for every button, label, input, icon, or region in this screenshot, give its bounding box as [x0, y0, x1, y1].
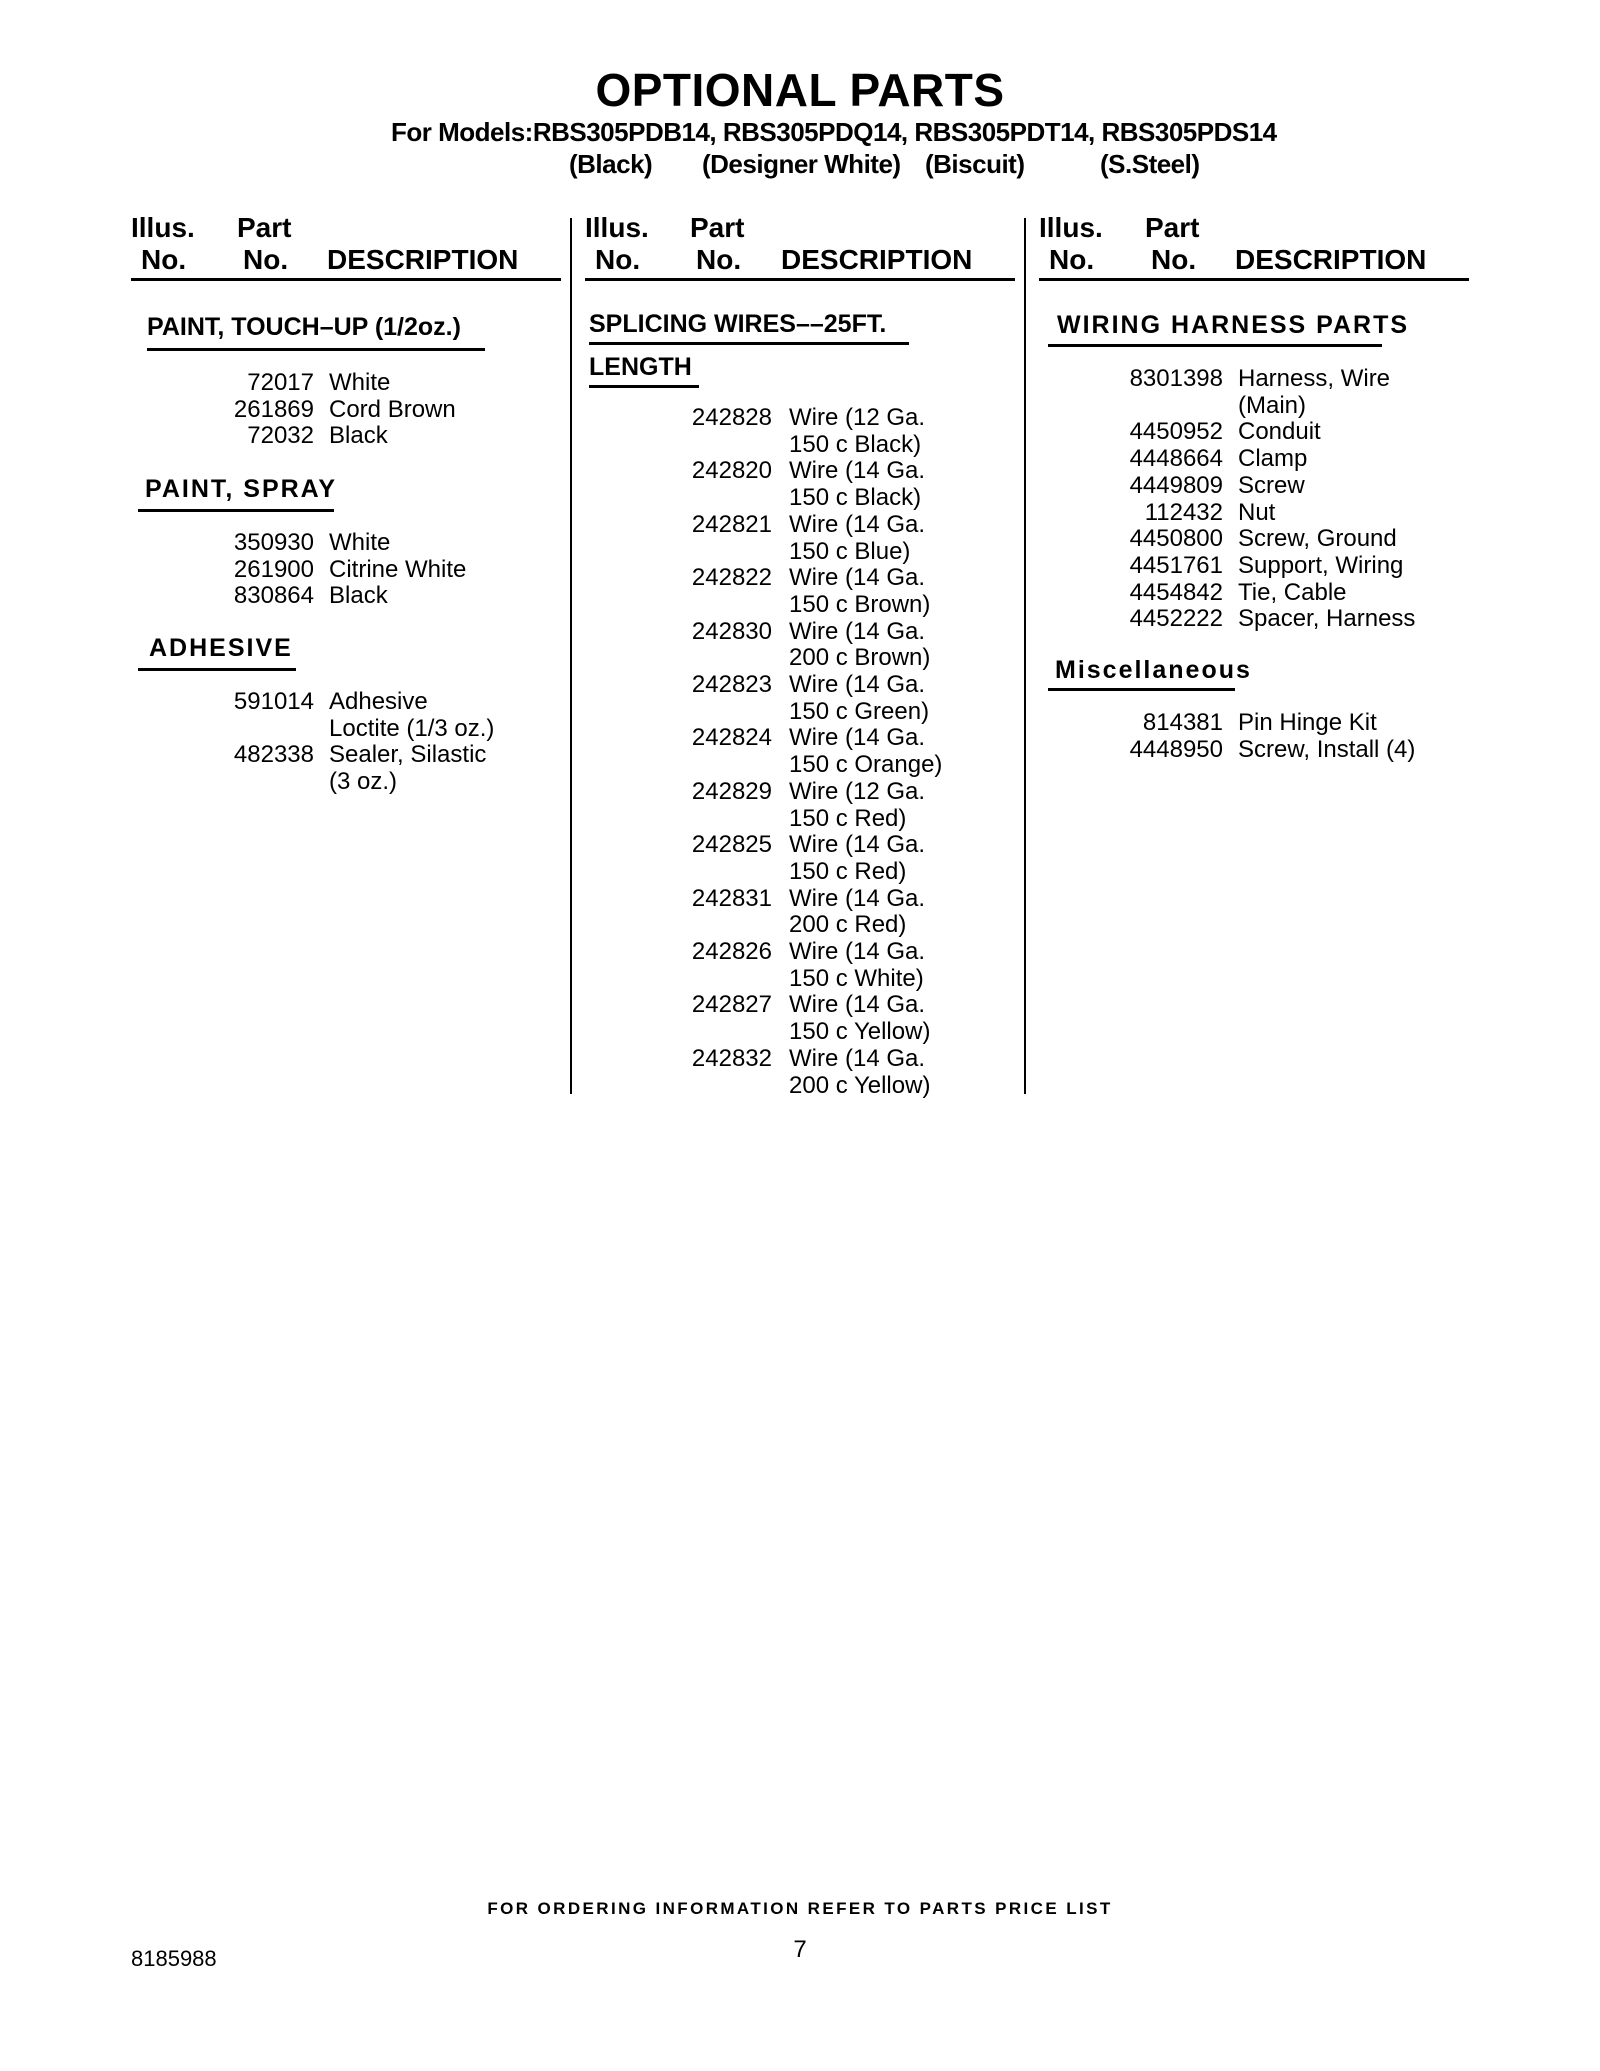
illus-label: Illus. — [1039, 212, 1103, 243]
part-number: 242825 — [691, 831, 772, 859]
section-rule — [589, 342, 909, 345]
section-rule — [1048, 688, 1235, 691]
part-description: Wire (14 Ga. — [789, 457, 926, 485]
list-item — [0, 886, 942, 913]
list-item — [0, 992, 942, 1019]
part-no-label: No. — [243, 244, 289, 275]
part-description: Black — [329, 582, 388, 610]
part-number: 72032 — [247, 422, 314, 450]
part-description: Screw, Ground — [1238, 525, 1397, 553]
part-number: 4450952 — [1129, 418, 1223, 446]
part-description: Support, Wiring — [1238, 551, 1404, 579]
part-description: Tie, Cable — [1238, 578, 1347, 606]
illus-no-label: No. — [595, 244, 641, 275]
part-description: Wire (14 Ga. — [789, 938, 926, 966]
part-label: Part — [690, 212, 745, 243]
part-number: 830864 — [233, 582, 314, 610]
section-title-paint-spray: PAINT, SPRAY — [145, 475, 338, 503]
part-description: (3 oz.) — [329, 768, 398, 796]
illus-no-label: No. — [141, 244, 187, 275]
part-number: 591014 — [233, 688, 314, 715]
list-item — [0, 672, 942, 699]
section-title-splicing-wires-line2: LENGTH — [589, 353, 692, 381]
part-description: Loctite (1/3 oz.) — [329, 714, 495, 742]
color-biscuit: (Biscuit) — [925, 149, 1025, 179]
header-rule — [131, 278, 561, 281]
part-description: Wire (14 Ga. — [789, 831, 926, 859]
part-description: 150 c Yellow) — [789, 1018, 931, 1046]
model-list: For Models:RBS305PDB14, RBS305PDQ14, RBS305PDT14, RBS305PDS14 — [391, 117, 1277, 147]
list-item — [0, 526, 1415, 553]
part-number: 242826 — [691, 938, 772, 966]
section-title-wiring-harness: WIRING HARNESS PARTS — [1057, 311, 1410, 339]
part-number: 242827 — [691, 991, 772, 1019]
part-number: 242822 — [691, 564, 772, 592]
list-item — [0, 500, 1415, 527]
list-item — [0, 779, 942, 806]
part-label: Part — [1145, 212, 1200, 243]
part-description: Spacer, Harness — [1238, 605, 1416, 633]
header-rule — [1039, 278, 1469, 281]
part-number: 72017 — [247, 369, 314, 396]
part-description: (Main) — [1238, 391, 1307, 419]
part-description: White — [329, 529, 391, 556]
part-description: Sealer, Silastic — [329, 741, 487, 769]
part-description: Nut — [1238, 498, 1276, 526]
part-description: 150 c Brown) — [789, 590, 931, 618]
part-description: Wire (14 Ga. — [789, 724, 926, 752]
part-number: 4448950 — [1129, 735, 1223, 763]
part-description: 150 c Black) — [789, 430, 922, 458]
section-rule — [147, 348, 485, 351]
list-item-continued — [0, 806, 942, 833]
part-description: Screw — [1238, 471, 1305, 499]
list-item-continued — [0, 912, 942, 939]
part-number: 242828 — [691, 404, 772, 431]
part-description: Black — [329, 422, 388, 450]
part-description: 150 c Red) — [789, 857, 907, 885]
section-title-adhesive: ADHESIVE — [149, 634, 293, 662]
part-description: Wire (14 Ga. — [789, 671, 926, 699]
list-item — [0, 446, 1415, 473]
part-description: 150 c Black) — [789, 484, 922, 512]
section-title-paint-touchup: PAINT, TOUCH–UP (1/2oz.) — [147, 313, 461, 341]
illus-no-label: No. — [1049, 244, 1095, 275]
section-title-miscellaneous: Miscellaneous — [1055, 656, 1252, 684]
part-description: Wire (12 Ga. — [789, 777, 926, 805]
list-item-continued — [0, 645, 942, 672]
part-description: Cord Brown — [329, 395, 456, 423]
part-description: Wire (12 Ga. — [789, 404, 926, 431]
list-item-continued — [0, 859, 942, 886]
part-description: 150 c Blue) — [789, 537, 911, 565]
part-description: 200 c Red) — [789, 911, 907, 939]
part-description: Wire (14 Ga. — [789, 1044, 926, 1072]
header-rule — [585, 278, 1015, 281]
part-description: White — [329, 369, 391, 396]
part-description: Harness, Wire — [1238, 365, 1391, 392]
part-number: 242831 — [691, 884, 772, 912]
part-description: 150 c Red) — [789, 804, 907, 832]
part-number: 350930 — [233, 529, 314, 556]
list-item — [0, 1046, 942, 1073]
color-steel: (S.Steel) — [1100, 149, 1200, 179]
column-divider — [1024, 218, 1026, 1094]
description-label: DESCRIPTION — [1235, 244, 1427, 275]
list-item — [0, 939, 942, 966]
description-label: DESCRIPTION — [327, 244, 519, 275]
page-title: OPTIONAL PARTS — [595, 64, 1005, 116]
color-black: (Black) — [569, 149, 653, 179]
list-item-continued — [0, 966, 942, 993]
section-title-splicing-wires: SPLICING WIRES––25FT. — [589, 310, 887, 338]
part-no-label: No. — [696, 244, 742, 275]
part-number: 4449809 — [1129, 471, 1223, 499]
list-item-continued — [0, 1019, 942, 1046]
part-description: Adhesive — [329, 688, 428, 715]
part-number: 242824 — [691, 724, 772, 752]
part-number: 112432 — [1144, 498, 1223, 526]
part-description: Conduit — [1238, 418, 1321, 446]
part-no-label: No. — [1151, 244, 1197, 275]
part-number: 4454842 — [1129, 578, 1223, 606]
part-description: Wire (14 Ga. — [789, 991, 926, 1019]
description-label: DESCRIPTION — [781, 244, 973, 275]
list-item-continued — [0, 1073, 942, 1100]
part-label: Part — [237, 212, 292, 243]
part-description: 150 c Orange) — [789, 751, 943, 779]
section-rule — [1048, 344, 1382, 347]
list-item — [0, 606, 1415, 633]
part-description: 150 c White) — [789, 964, 924, 992]
page-number: 7 — [793, 1936, 807, 1963]
part-description: Citrine White — [329, 555, 467, 583]
part-description: Clamp — [1238, 445, 1308, 473]
list-item — [0, 419, 1415, 446]
illus-label: Illus. — [131, 212, 195, 243]
part-number: 482338 — [233, 741, 314, 769]
part-description: Wire (14 Ga. — [789, 617, 926, 645]
part-number: 261869 — [233, 395, 314, 423]
part-description: Pin Hinge Kit — [1238, 709, 1377, 736]
color-designer-white: (Designer White) — [702, 149, 901, 179]
document-number: 8185988 — [131, 1946, 217, 1971]
part-description: Wire (14 Ga. — [789, 884, 926, 912]
list-item-continued — [0, 393, 1415, 420]
part-number: 814381 — [1142, 709, 1223, 736]
list-item — [0, 473, 1415, 500]
part-description: 200 c Yellow) — [789, 1071, 931, 1099]
part-number: 261900 — [233, 555, 314, 583]
part-number: 242820 — [691, 457, 772, 485]
ordering-note: FOR ORDERING INFORMATION REFER TO PARTS PRICE LIST — [487, 1899, 1113, 1918]
list-item — [0, 553, 1415, 580]
part-number: 242830 — [691, 617, 772, 645]
part-description: 150 c Green) — [789, 697, 930, 725]
illus-label: Illus. — [585, 212, 649, 243]
list-item — [0, 832, 942, 859]
part-number: 4448664 — [1129, 445, 1223, 473]
part-description: Wire (14 Ga. — [789, 510, 926, 538]
model-colors — [0, 148, 1600, 180]
part-number: 242823 — [691, 671, 772, 699]
part-description: Wire (14 Ga. — [789, 564, 926, 592]
list-item — [0, 366, 1415, 393]
item-list — [0, 710, 1415, 763]
part-number: 4450800 — [1129, 525, 1223, 553]
part-number: 242832 — [691, 1044, 772, 1072]
part-number: 8301398 — [1129, 365, 1223, 392]
list-item — [0, 737, 1415, 764]
part-description: 200 c Brown) — [789, 644, 931, 672]
item-list — [0, 366, 1415, 633]
part-number: 242821 — [691, 510, 772, 538]
part-number: 4451761 — [1129, 551, 1223, 579]
part-description: Screw, Install (4) — [1238, 735, 1416, 763]
list-item — [0, 710, 1415, 737]
part-number: 4452222 — [1129, 605, 1223, 633]
part-number: 242829 — [691, 777, 772, 805]
